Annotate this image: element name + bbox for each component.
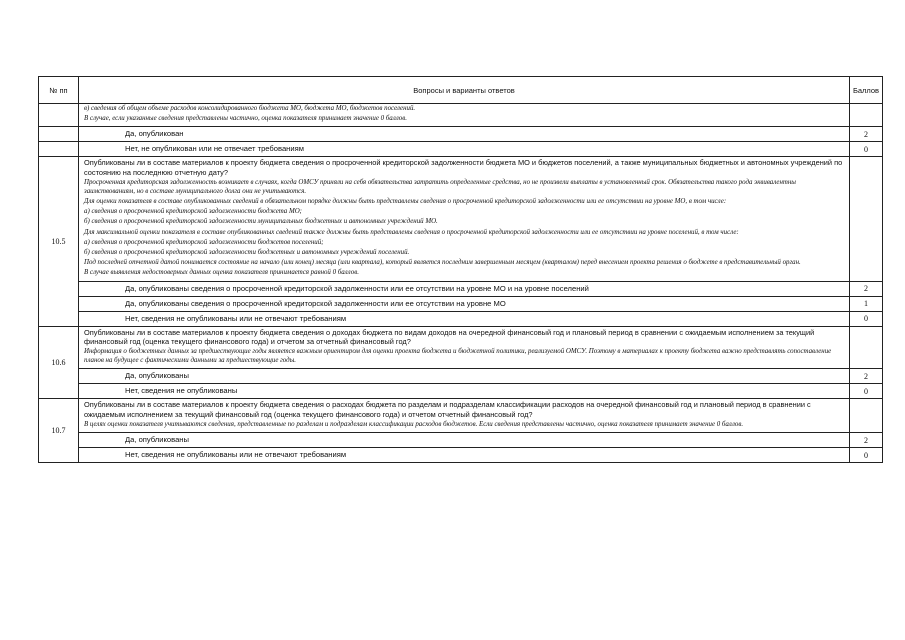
list-item: а) сведения о просроченной кредиторской задолженности бюджетов поселений; <box>84 238 324 246</box>
question-number: 10.7 <box>39 399 79 463</box>
answer-row <box>39 142 883 157</box>
table-header-row <box>39 77 883 104</box>
answer-text: Нет, не опубликован или не отвечает требованиям <box>79 142 850 157</box>
answer-text: Да, опубликован <box>79 127 850 142</box>
answer-row <box>39 369 883 384</box>
answer-score: 0 <box>850 448 883 463</box>
note: В случае, если указанные сведения представлены частично, оценка показателя принимает значение 0 баллов. <box>84 115 407 123</box>
answer-row <box>39 127 883 142</box>
answer-score: 2 <box>850 127 883 142</box>
answer-score: 0 <box>850 311 883 326</box>
question-text: Опубликованы ли в составе материалов к проекту бюджета сведения о просроченной кредиторской задолженности бюджета МО и бюджетов поселений, а также муниципальных бюджетных и автономных учреждений по состоянию на последнюю отчетную дату? <box>84 158 843 177</box>
explanation: Информация о бюджетных данных за предшествующие годы является важным ориентиром для оценки проекта бюджета и бюджетной политики, реализуемой ОМСУ. Поэтому в материалах к проекту бюджета важно представлять сопоставление планов на будущее с фактическими данными за предшествующие годы. <box>84 348 832 365</box>
question-row <box>39 157 883 281</box>
explanation: Под последней отчетной датой понимается состояние на начало (или конец) месяца (или квартала), который является последним завершенным месяцем (кварталом) перед внесением проекта решения о бюджете в представительный орган. <box>84 259 801 267</box>
explanation: Просроченная кредиторская задолженность возникает в случаях, когда ОМСУ приняли на себя обязательства затратить определенные средства, но не произвели выплаты в установленный срок. Обязательства такого рода эквивалентны заимствованиям, но в составе муниципального долга они не учитываются. <box>84 179 796 195</box>
answer-row <box>39 296 883 311</box>
answer-score: 2 <box>850 369 883 384</box>
criteria-table-page <box>38 76 882 463</box>
answer-text: Нет, сведения не опубликованы или не отвечают требованиям <box>79 448 850 463</box>
answer-text: Нет, сведения не опубликованы <box>79 384 850 399</box>
answer-text: Да, опубликованы <box>79 433 850 448</box>
answer-text: Да, опубликованы сведения о просроченной кредиторской задолженности или ее отсутствии на уровне МО <box>79 296 850 311</box>
item-v: в) сведения об общем объеме расходов консолидированного бюджета МО, бюджета МО, бюджетов поселений. <box>84 105 416 112</box>
question-row <box>39 399 883 433</box>
answer-text: Да, опубликованы <box>79 369 850 384</box>
answer-score: 1 <box>850 296 883 311</box>
question-number: 10.5 <box>39 157 79 326</box>
explanation: В случае выявления недостоверных данных оценка показателя принимается равной 0 баллов. <box>84 269 359 277</box>
answer-score: 0 <box>850 142 883 157</box>
answer-row <box>39 311 883 326</box>
explanation: Для максимальной оценки показателя в составе опубликованных сведений также должны быть представлены сведения о просроченной кредиторской задолженности или ее отсутствии на уровне поселений, в том числе: <box>84 228 739 236</box>
answer-row <box>39 433 883 448</box>
answer-score: 2 <box>850 433 883 448</box>
question-number: 10.6 <box>39 326 79 399</box>
list-item: б) сведения о просроченной кредиторской задолженности муниципальных бюджетных и автономных учреждений МО. <box>84 218 438 226</box>
answer-row <box>39 281 883 296</box>
answer-score: 2 <box>850 281 883 296</box>
question-text: Опубликованы ли в составе материалов к проекту бюджета сведения о расходах бюджета по разделам и подразделам классификации расходов на очередной финансовый год и плановый период в сравнении с ожидаемым исполнением за текущий финансовый год (оценка текущего финансового года) и отчетом отчетный финансовый год? <box>84 400 811 419</box>
criteria-table <box>38 76 883 463</box>
answer-text: Нет, сведения не опубликованы или не отвечают требованиям <box>79 311 850 326</box>
list-item: а) сведения о просроченной кредиторской задолженности бюджета МО; <box>84 208 302 216</box>
answer-score: 0 <box>850 384 883 399</box>
answer-text: Да, опубликованы сведения о просроченной кредиторской задолженности или ее отсутствии на уровне МО и на уровне поселений <box>79 281 850 296</box>
table-row <box>39 104 883 127</box>
header-score: Баллов <box>850 77 883 104</box>
question-row <box>39 326 883 369</box>
answer-row <box>39 384 883 399</box>
answer-row <box>39 448 883 463</box>
explanation: В целях оценки показателя учитываются сведения, представленные по разделам и подразделам классификации расходов бюджетов. Если сведения представлены частично, оценка показателя принимает значение 0 баллов. <box>84 420 744 428</box>
list-item: б) сведения о просроченной кредиторской задолженности бюджетных и автономных учреждений поселений. <box>84 249 410 257</box>
explanation: Для оценки показателя в составе опубликованных сведений в обязательном порядке должны быть представлены сведения о просроченной кредиторской задолженности или ее отсутствии на уровне МО, в том числе: <box>84 198 727 205</box>
question-text: Опубликованы ли в составе материалов к проекту бюджета сведения о доходах бюджета по видам доходов на очередной финансовый год и плановый период в сравнении с ожидаемым исполнением за текущий финансовый год (оценка текущего финансового года) и отчетом за отчетный финансовый год? <box>84 327 815 347</box>
header-num: № пп <box>39 77 79 104</box>
header-questions: Вопросы и варианты ответов <box>79 77 850 104</box>
